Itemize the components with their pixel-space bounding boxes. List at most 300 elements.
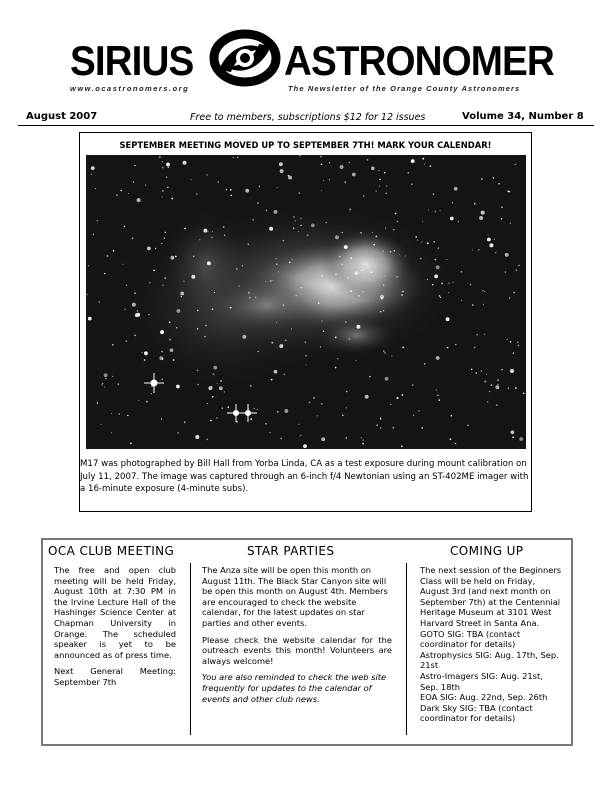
star xyxy=(171,256,175,260)
star xyxy=(440,297,441,298)
star xyxy=(113,250,115,252)
star xyxy=(461,300,462,301)
star xyxy=(467,424,469,426)
column-divider xyxy=(406,563,407,735)
star-parties-heading: STAR PARTIES xyxy=(247,544,335,558)
star xyxy=(380,427,381,428)
star xyxy=(132,303,136,307)
star xyxy=(257,351,258,352)
star xyxy=(279,162,283,166)
star xyxy=(361,437,362,438)
star xyxy=(138,400,139,401)
star xyxy=(167,187,168,188)
star xyxy=(277,411,279,413)
star xyxy=(392,427,394,429)
star xyxy=(254,408,255,409)
star xyxy=(399,254,400,255)
star-parties-para: You are also reminded to check the web site frequently for updates to the calendar of events and other club news. xyxy=(202,672,387,704)
star xyxy=(363,195,365,197)
star xyxy=(203,229,207,233)
star xyxy=(105,378,106,379)
star xyxy=(257,202,258,203)
star xyxy=(484,334,485,335)
club-meeting-text xyxy=(54,565,176,694)
star xyxy=(309,402,311,404)
star xyxy=(191,179,192,180)
star xyxy=(307,234,309,236)
star xyxy=(478,249,479,250)
star xyxy=(401,445,403,447)
star xyxy=(126,340,127,341)
star xyxy=(86,294,88,296)
star xyxy=(298,424,299,425)
star xyxy=(295,220,296,221)
star xyxy=(371,271,373,273)
star xyxy=(379,185,380,186)
star xyxy=(197,384,199,386)
star xyxy=(470,284,471,285)
star xyxy=(491,385,492,386)
star xyxy=(124,309,125,310)
star xyxy=(495,252,496,253)
star xyxy=(352,173,356,177)
star xyxy=(455,344,456,345)
star xyxy=(144,359,146,361)
star xyxy=(102,383,103,384)
star xyxy=(146,352,147,353)
star xyxy=(291,258,292,259)
star xyxy=(458,221,459,222)
star xyxy=(489,391,491,393)
star xyxy=(433,193,435,195)
star xyxy=(432,284,434,286)
star xyxy=(122,264,123,265)
star xyxy=(280,169,284,173)
star xyxy=(130,442,132,444)
star xyxy=(271,379,273,381)
star xyxy=(446,317,450,321)
star xyxy=(99,301,100,302)
star xyxy=(452,202,453,203)
star xyxy=(384,172,386,174)
star xyxy=(337,358,338,359)
star xyxy=(390,404,391,405)
star xyxy=(128,193,129,194)
star xyxy=(481,178,483,180)
star xyxy=(101,424,102,425)
star xyxy=(104,373,108,377)
star xyxy=(176,327,177,328)
star xyxy=(483,304,484,305)
star xyxy=(501,218,503,220)
star xyxy=(285,339,287,341)
star xyxy=(248,243,249,244)
star xyxy=(513,352,514,353)
star xyxy=(454,187,458,191)
star xyxy=(207,231,208,232)
star xyxy=(270,280,272,282)
star xyxy=(161,418,162,419)
star xyxy=(412,384,414,386)
star xyxy=(380,295,384,299)
star xyxy=(111,413,112,414)
star xyxy=(424,163,425,164)
star xyxy=(346,407,347,408)
star xyxy=(421,427,423,429)
star xyxy=(350,257,352,259)
star xyxy=(401,294,403,296)
star xyxy=(345,321,347,323)
coming-up-heading: COMING UP xyxy=(450,544,524,558)
star xyxy=(362,291,363,292)
star xyxy=(321,403,323,405)
star xyxy=(335,337,337,339)
star xyxy=(88,265,89,266)
star xyxy=(183,161,187,165)
star xyxy=(515,387,517,389)
star xyxy=(298,231,299,232)
star xyxy=(341,263,342,264)
star xyxy=(184,228,186,230)
star xyxy=(335,235,339,239)
star xyxy=(479,216,483,220)
star xyxy=(146,401,148,403)
star xyxy=(344,245,348,249)
star xyxy=(134,335,136,337)
star xyxy=(356,325,360,329)
sig-item: Astrophysics SIG: Aug. 17th, Sep. 21st xyxy=(420,649,559,671)
star xyxy=(118,383,119,384)
star xyxy=(471,369,473,371)
star xyxy=(519,437,523,441)
star xyxy=(162,161,163,162)
star xyxy=(434,274,438,278)
sig-item: Dark Sky SIG: TBA (contact coordinator for details) xyxy=(420,702,533,724)
star xyxy=(230,189,232,191)
star xyxy=(303,444,307,448)
star xyxy=(329,162,330,163)
star xyxy=(237,157,239,159)
caption-line: July 11, 2007. The image was captured through an 6-inch f/4 Newtonian using an ST-402ME imager with xyxy=(80,471,529,482)
star xyxy=(138,314,139,315)
star xyxy=(236,268,237,269)
star xyxy=(197,370,198,371)
star xyxy=(511,430,515,434)
star xyxy=(413,415,415,417)
star xyxy=(384,352,385,353)
star xyxy=(493,177,495,179)
star xyxy=(437,395,438,396)
nebula-photo xyxy=(86,155,526,449)
star xyxy=(166,176,167,177)
star xyxy=(227,406,229,408)
star xyxy=(497,384,498,385)
star xyxy=(119,413,120,414)
star xyxy=(450,438,452,440)
star xyxy=(360,232,362,234)
sig-item: EOA SIG: Aug. 22nd, Sep. 26th xyxy=(420,692,548,703)
star xyxy=(88,317,92,321)
star xyxy=(120,190,121,191)
star xyxy=(484,381,486,383)
star xyxy=(133,181,134,182)
star xyxy=(321,190,322,191)
star xyxy=(104,273,105,274)
star xyxy=(518,265,519,266)
star xyxy=(455,443,456,444)
masthead-tagline: The Newsletter of the Orange County Astronomers xyxy=(288,84,521,93)
star xyxy=(206,439,208,441)
star xyxy=(296,295,297,296)
star xyxy=(257,409,258,410)
star xyxy=(448,292,449,293)
star xyxy=(474,347,475,348)
star xyxy=(205,325,207,327)
swirl-logo-icon xyxy=(207,26,283,88)
star xyxy=(472,304,474,306)
star xyxy=(438,247,440,249)
star xyxy=(300,225,301,226)
star xyxy=(274,210,278,214)
star xyxy=(137,198,141,202)
star xyxy=(427,279,428,280)
star xyxy=(320,346,321,347)
star xyxy=(283,240,285,242)
star xyxy=(162,358,164,360)
star xyxy=(305,355,307,357)
star xyxy=(489,243,493,247)
star xyxy=(239,285,240,286)
star xyxy=(298,192,299,193)
star xyxy=(335,367,337,369)
star xyxy=(393,229,394,230)
star xyxy=(313,397,315,399)
star xyxy=(367,159,369,161)
masthead-website[interactable]: www.ocastronomers.org xyxy=(70,84,190,93)
star xyxy=(112,344,114,346)
star xyxy=(266,210,267,211)
star xyxy=(107,255,109,257)
star xyxy=(245,189,249,193)
star xyxy=(424,363,426,365)
masthead-title-left: SIRIUS xyxy=(70,37,194,84)
star xyxy=(501,369,502,370)
star xyxy=(142,352,143,353)
star xyxy=(448,282,449,283)
star xyxy=(484,291,485,292)
star xyxy=(415,236,417,238)
star xyxy=(497,379,499,381)
star xyxy=(305,341,307,343)
sig-item: GOTO SIG: TBA (contact coordinator for details) xyxy=(420,628,521,650)
star xyxy=(275,258,276,259)
star xyxy=(196,193,198,195)
star xyxy=(518,345,520,347)
star xyxy=(176,309,180,313)
star xyxy=(420,258,422,260)
star xyxy=(233,157,234,158)
star xyxy=(181,296,182,297)
star xyxy=(323,331,324,332)
star xyxy=(350,290,352,292)
star xyxy=(383,284,384,285)
star xyxy=(195,435,199,439)
star xyxy=(461,271,462,272)
star xyxy=(210,420,212,422)
star xyxy=(184,421,186,423)
star xyxy=(165,232,167,234)
header-rule xyxy=(18,125,594,126)
star xyxy=(383,251,384,252)
star xyxy=(278,271,279,272)
star xyxy=(284,409,288,413)
next-meeting-para: Next General Meeting: September 7th xyxy=(54,666,176,687)
star xyxy=(516,269,517,270)
star xyxy=(212,308,214,310)
star xyxy=(472,250,473,251)
star xyxy=(279,344,283,348)
star xyxy=(375,236,377,238)
star xyxy=(436,356,440,360)
star xyxy=(440,210,441,211)
star xyxy=(488,234,489,235)
star xyxy=(259,186,260,187)
star xyxy=(276,322,277,323)
star xyxy=(124,226,125,227)
star xyxy=(345,437,347,439)
star xyxy=(164,238,165,239)
star xyxy=(320,156,322,158)
star xyxy=(397,276,398,277)
star xyxy=(407,172,409,174)
star xyxy=(104,387,105,388)
star xyxy=(402,346,404,348)
star xyxy=(269,432,270,433)
star xyxy=(421,241,422,242)
star xyxy=(495,385,499,389)
star xyxy=(510,369,514,373)
issue-date: August 2007 xyxy=(26,111,98,122)
star xyxy=(265,423,267,425)
star xyxy=(397,397,399,399)
star xyxy=(496,404,498,406)
star xyxy=(439,295,441,297)
star xyxy=(402,291,403,292)
star xyxy=(321,437,325,441)
star xyxy=(376,190,377,191)
star xyxy=(207,261,211,265)
star xyxy=(250,418,252,420)
star xyxy=(349,338,351,340)
star xyxy=(349,209,351,211)
star xyxy=(204,336,206,338)
star xyxy=(272,280,273,281)
star xyxy=(95,188,96,189)
star xyxy=(372,232,373,233)
star xyxy=(159,156,161,158)
star xyxy=(132,237,134,239)
star xyxy=(378,170,379,171)
star xyxy=(385,228,386,229)
star xyxy=(269,227,273,231)
star xyxy=(293,228,294,229)
star-parties-para: Please check the website calendar for the outreach events this month! Volunteers are always welcome! xyxy=(202,634,392,666)
star xyxy=(397,221,398,222)
star xyxy=(176,385,180,389)
star xyxy=(347,277,348,278)
star xyxy=(422,221,423,222)
star xyxy=(274,370,278,374)
star xyxy=(223,226,225,228)
star xyxy=(395,213,397,215)
star xyxy=(417,240,418,241)
star xyxy=(250,385,252,387)
star xyxy=(162,379,163,380)
star xyxy=(230,195,232,197)
star xyxy=(385,193,387,195)
star xyxy=(291,328,292,329)
star xyxy=(390,251,392,253)
star xyxy=(169,339,171,341)
star xyxy=(340,165,344,169)
star xyxy=(213,373,214,374)
star xyxy=(271,342,273,344)
star xyxy=(213,366,217,370)
star xyxy=(111,432,112,433)
star xyxy=(216,417,217,418)
star xyxy=(510,341,512,343)
star xyxy=(252,219,254,221)
caption-line: a 16-minute exposure (4-minute subs). xyxy=(80,484,249,494)
star xyxy=(265,281,266,282)
star xyxy=(373,244,375,246)
star xyxy=(422,158,424,160)
star xyxy=(405,255,406,256)
star xyxy=(450,217,454,221)
photo-caption xyxy=(80,458,532,496)
star xyxy=(216,383,217,384)
star xyxy=(242,335,246,339)
star xyxy=(323,180,324,181)
star xyxy=(349,162,350,163)
subscription-note: Free to members, subscriptions $12 for 12 issues xyxy=(190,112,426,123)
star xyxy=(383,350,385,352)
star xyxy=(436,389,437,390)
star xyxy=(355,360,356,361)
star xyxy=(193,256,194,257)
star xyxy=(447,347,449,349)
star xyxy=(289,262,291,264)
star xyxy=(112,376,113,377)
star xyxy=(212,231,213,232)
star xyxy=(486,374,487,375)
star xyxy=(116,194,117,195)
star xyxy=(145,184,146,185)
star xyxy=(93,234,94,235)
star xyxy=(170,348,174,352)
star xyxy=(446,259,447,260)
star xyxy=(101,384,102,385)
star xyxy=(162,190,163,191)
star xyxy=(137,310,138,311)
star xyxy=(134,165,135,166)
issue-volume: Volume 34, Number 8 xyxy=(462,111,584,122)
star xyxy=(218,181,219,182)
star xyxy=(283,374,285,376)
star xyxy=(509,297,510,298)
star xyxy=(288,175,290,177)
star xyxy=(487,401,489,403)
